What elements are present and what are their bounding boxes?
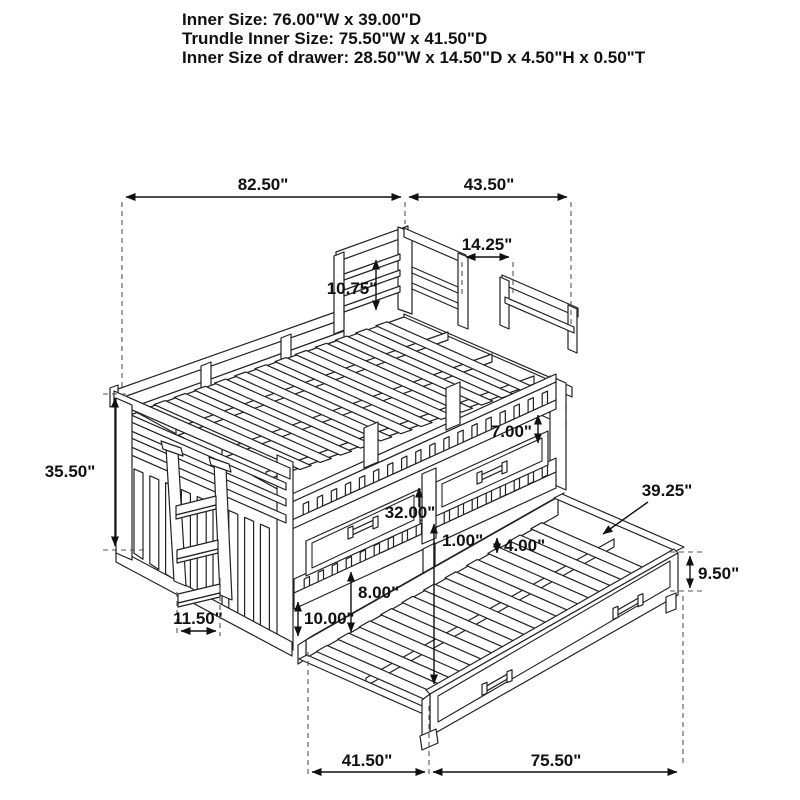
drawer-front-height-label: 7.00" (490, 422, 532, 441)
under-bed-clearance-label: 8.00" (358, 583, 400, 602)
drawer-base-height-label: 10.00" (304, 609, 355, 628)
trundle-inner-size-line: Trundle Inner Size: 75.50"W x 41.50"D (182, 29, 488, 48)
trundle-depth-label: 39.25" (641, 481, 693, 500)
corner-rail-opening-label: 14.25" (461, 235, 513, 254)
inner-size-line: Inner Size: 76.00"W x 39.00"D (182, 10, 422, 29)
trundle-rail-height-label: 4.00" (504, 536, 546, 555)
slat-thickness-label: 1.00" (442, 531, 484, 550)
drawer-front-width-label: 32.00" (384, 503, 436, 522)
drawer-inner-size-line: Inner Size of drawer: 28.50"W x 14.50"D x 4.50"H x 0.50"T (182, 48, 646, 67)
trundle-front-height-label: 9.50" (698, 564, 740, 583)
guard-rail-height-label: 10.75" (326, 279, 378, 298)
overall-depth-label: 43.50" (463, 175, 515, 194)
trundle-length-label: 75.50" (530, 751, 582, 770)
overall-length-label: 82.50" (237, 175, 289, 194)
side-height-label: 35.50" (44, 462, 96, 481)
ladder-width-label: 11.50" (173, 609, 223, 628)
trundle-extension-label: 41.50" (341, 751, 393, 770)
